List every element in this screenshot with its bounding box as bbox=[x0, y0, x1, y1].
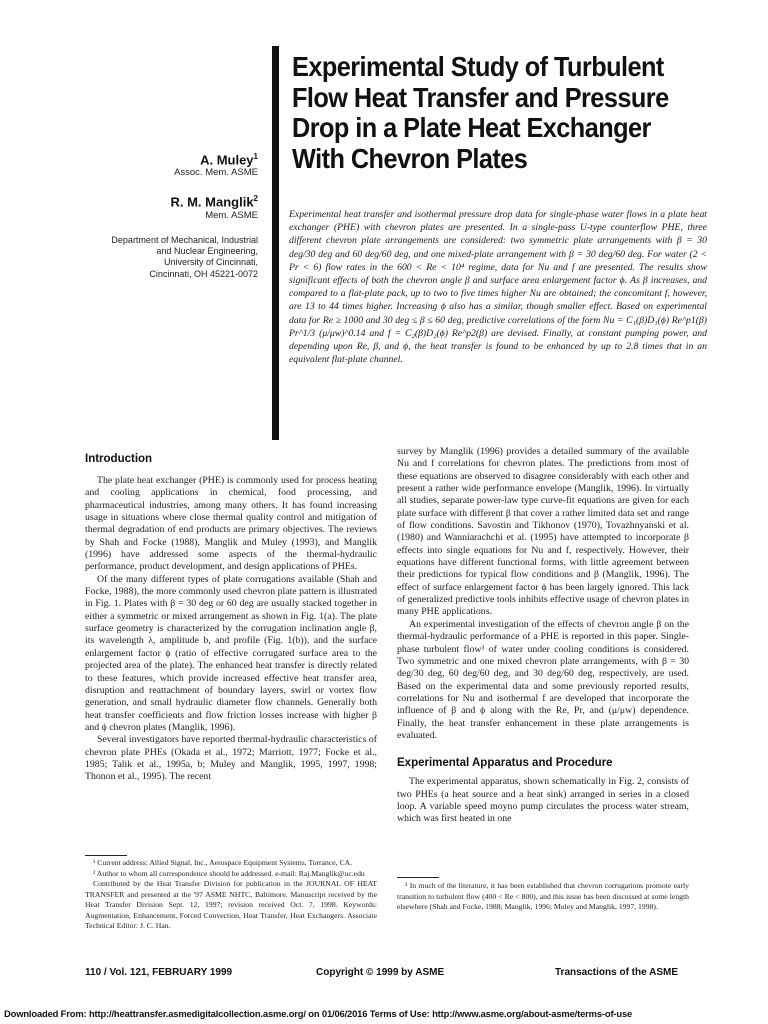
body-paragraph: The plate heat exchanger (PHE) is commonly used for process heating and cooling applications in chemical, food processing, and pharmaceutical industries, among many others. It has found increasing usage in situations where close thermal quality control and mitigation of thermal degradation of end products are primary objectives. The reviews by Shah and Focke (1988), Manglik and Muley (1993), and Manglik (1996) have addressed some aspects of the thermal-hydraulic performance, product development, and design applications of PHEs. bbox=[85, 475, 377, 573]
body-paragraph: The experimental apparatus, shown schematically in Fig. 2, consists of two PHEs (a heat source and a heat sink) arranged in series in a closed loop. A variable speed moyno pump circulates the process water stream, which was first heated in one bbox=[397, 776, 689, 825]
title-line: Drop in a Plate Heat Exchanger bbox=[292, 112, 651, 143]
abstract: Experimental heat transfer and isothermal pressure drop data for single-phase water flows in a plate heat exchanger (PHE) with chevron plates are presented. In a single-pass U-type counterflow PHE, three different chevron plate arrangements are considered: two symmetric plate arrangements with β = 30 deg/30 deg and 60 deg/60 deg, and one mixed-plate arrangement with β = 30 deg/60 deg. For water (2 < Pr < 6) flow rates in the 600 < Re < 10⁴ regime, data for Nu and f are presented. The results show significant effects of both the chevron angle β and surface area enlargement factor ϕ. As β increases, and compared to a flat-plate pack, up to two to five times higher Nu are obtained; the concomitant f, however, are 13 to 44 times higher. Increasing ϕ also has a similar, though smaller effect. Based on experimental data for Re ≥ 1000 and 30 deg ≤ β ≤ 60 deg, predictive correlations of the form Nu = C₁(β)D₁(ϕ) Re^p1(β) Pr^1/3 (μ/μw)^0.14 and f = C₂(β)D₂(ϕ) Re^p2(β) are devised. Finally, at constant pumping power, and depending upon Re, β, and ϕ, the heat transfer is found to be enhanced by up to 2.8 times that in an equivalent flat-plate channel. bbox=[289, 209, 707, 366]
author-affiliation-2: Mem. ASME bbox=[205, 209, 258, 221]
title-line: Flow Heat Transfer and Pressure bbox=[292, 81, 669, 113]
author-block bbox=[96, 152, 258, 280]
body-paragraph: Of the many different types of plate corrugations available (Shah and Focke, 1988), the more commonly used chevron plate pattern is illustrated in Fig. 1. Plates with β = 30 deg or 60 deg are usually stacked together in either a symmetric or mixed arrangement as shown in Fig. 1(a). The plate surface geometry is characterized by the corrugation inclination angle β, its wavelength λ, amplitude b, and profile (Fig. 1(b)), and the surface enlargement factor ϕ (ratio of effective corrugated surface area to the projected area of the plate). The enhanced heat transfer is directly related to these features, which provide increased effective heat transfer area, disruption and reattachment of boundary layers, swirl or vortex flow generation, and small hydraulic diameter flow channels. Generally both heat transfer coefficients and flow friction losses increase with higher β and ϕ chevron plates (Manglik, 1996). bbox=[85, 573, 377, 733]
author-name-1: A. Muley$^1$ bbox=[200, 152, 258, 168]
paper-title bbox=[292, 52, 678, 174]
left-column bbox=[85, 452, 377, 784]
footnotes-left bbox=[85, 858, 377, 932]
footnote-rule bbox=[397, 877, 439, 878]
department-line: Cincinnati, OH 45221-0072 bbox=[149, 268, 258, 279]
title-line: Experimental Study of Turbulent bbox=[292, 51, 664, 82]
footnote: ¹ Current address: Allied Signal, Inc., Aerospace Equipment Systems, Torrance, CA. bbox=[93, 858, 353, 867]
department-address bbox=[96, 235, 258, 281]
footnote: ² Author to whom all correspondence should be addressed. e-mail: Raj.Manglik@uc.edu bbox=[93, 868, 365, 878]
footnotes-right bbox=[397, 881, 689, 913]
department-line: Department of Mechanical, Industrial bbox=[111, 234, 258, 245]
title-line: With Chevron Plates bbox=[292, 142, 528, 174]
right-column bbox=[397, 446, 689, 826]
footnote: ³ In much of the literature, it has been established that chevron corrugations promote early transition to turbulent flow (400 < Re < 800), and this issue has been discussed at some length elsewhere (Shah and Focke, 1988; Manglik, 1996; Muley and Manglik, 1997, 1998). bbox=[397, 881, 689, 911]
body-paragraph: Several investigators have reported thermal-hydraulic characteristics of chevron plate PHEs (Okada et al., 1972; Marriott, 1977; Focke et al., 1985; Talik et al., 1995a, b; Muley and Manglik, 1995, 1997, 1998; Thonon et al., 1995). The recent bbox=[85, 734, 377, 783]
copyright: Copyright © 1999 by ASME bbox=[316, 967, 445, 978]
department-line: and Nuclear Engineering, bbox=[156, 246, 258, 257]
footnote-rule bbox=[85, 855, 127, 856]
body-paragraph: An experimental investigation of the effects of chevron angle β on the thermal-hydraulic performance of a PHE is reported in this paper. Single-phase turbulent flow³ of water under cooling conditions is considered. Two symmetric and one mixed chevron plate arrangements, with β = 30 deg/30 deg, 60 deg/60 deg, and 30 deg/60 deg, respectively, are used. Based on the experimental data and some previously reported results, correlations for Nu and isothermal f are developed that incorporate the influence of β and ϕ along with the Re, Pr, and (μ/μw) dependence. Finally, the heat transfer enhancement in these plate arrangements is evaluated. bbox=[397, 618, 689, 741]
department-line: University of Cincinnati, bbox=[163, 257, 258, 268]
body-paragraph: survey by Manglik (1996) provides a detailed summary of the available Nu and f correlations for chevron plates. The predictions from most of these equations are observed to disagree considerably with each other and present a rather wide performance envelope (Manglik, 1996). In virtually all studies, separate power-law type curve-fit equations are given for each plate surface with different β that cover a rather limited data set and range of flow conditions. Savostin and Tikhonov (1970), Tovazhnyanski et al. (1980) and Wanniarachchi et al. (1995) have attempted to incorporate β effects into single equations for Nu and f, respectively. However, their equations have different functional forms, with little agreement between their predictions for typical flow conditions and β (Manglik, 1996). The effect of surface enlargement factor ϕ has been largely ignored. This lack of generalized predictive tools inhibits effective usage of chevron plates in many PHE applications. bbox=[397, 446, 689, 618]
section-heading-apparatus: Experimental Apparatus and Procedure bbox=[397, 757, 613, 770]
page-info: 110 / Vol. 121, FEBRUARY 1999 bbox=[85, 967, 233, 978]
author-affiliation-1: Assoc. Mem. ASME bbox=[174, 167, 258, 179]
footnote: Contributed by the Heat Transfer Division for publication in the JOURNAL OF HEAT TRANSFER and presented at the '97 ASME NHTC, Baltimore. Manuscript received by the Heat Transfer Division Sept. 12, 1997; revision received Oct. 7, 1998. Keywords: Augmentation, Enhancement, Forced Convection, Heat Transfer, Heat Exchangers. Associate Technical Editor: J. C. Han. bbox=[85, 879, 377, 930]
title-divider-bar bbox=[272, 46, 279, 440]
author-name-2: R. M. Manglik$^2$ bbox=[170, 194, 258, 210]
download-notice: Downloaded From: http://heattransfer.asmedigitalcollection.asme.org/ on 01/06/2016 Terms of Use: http://www.asme.org/about-asme/terms-of-use bbox=[4, 1008, 633, 1019]
section-heading-introduction: Introduction bbox=[85, 453, 153, 465]
journal-name: Transactions of the ASME bbox=[555, 967, 678, 978]
